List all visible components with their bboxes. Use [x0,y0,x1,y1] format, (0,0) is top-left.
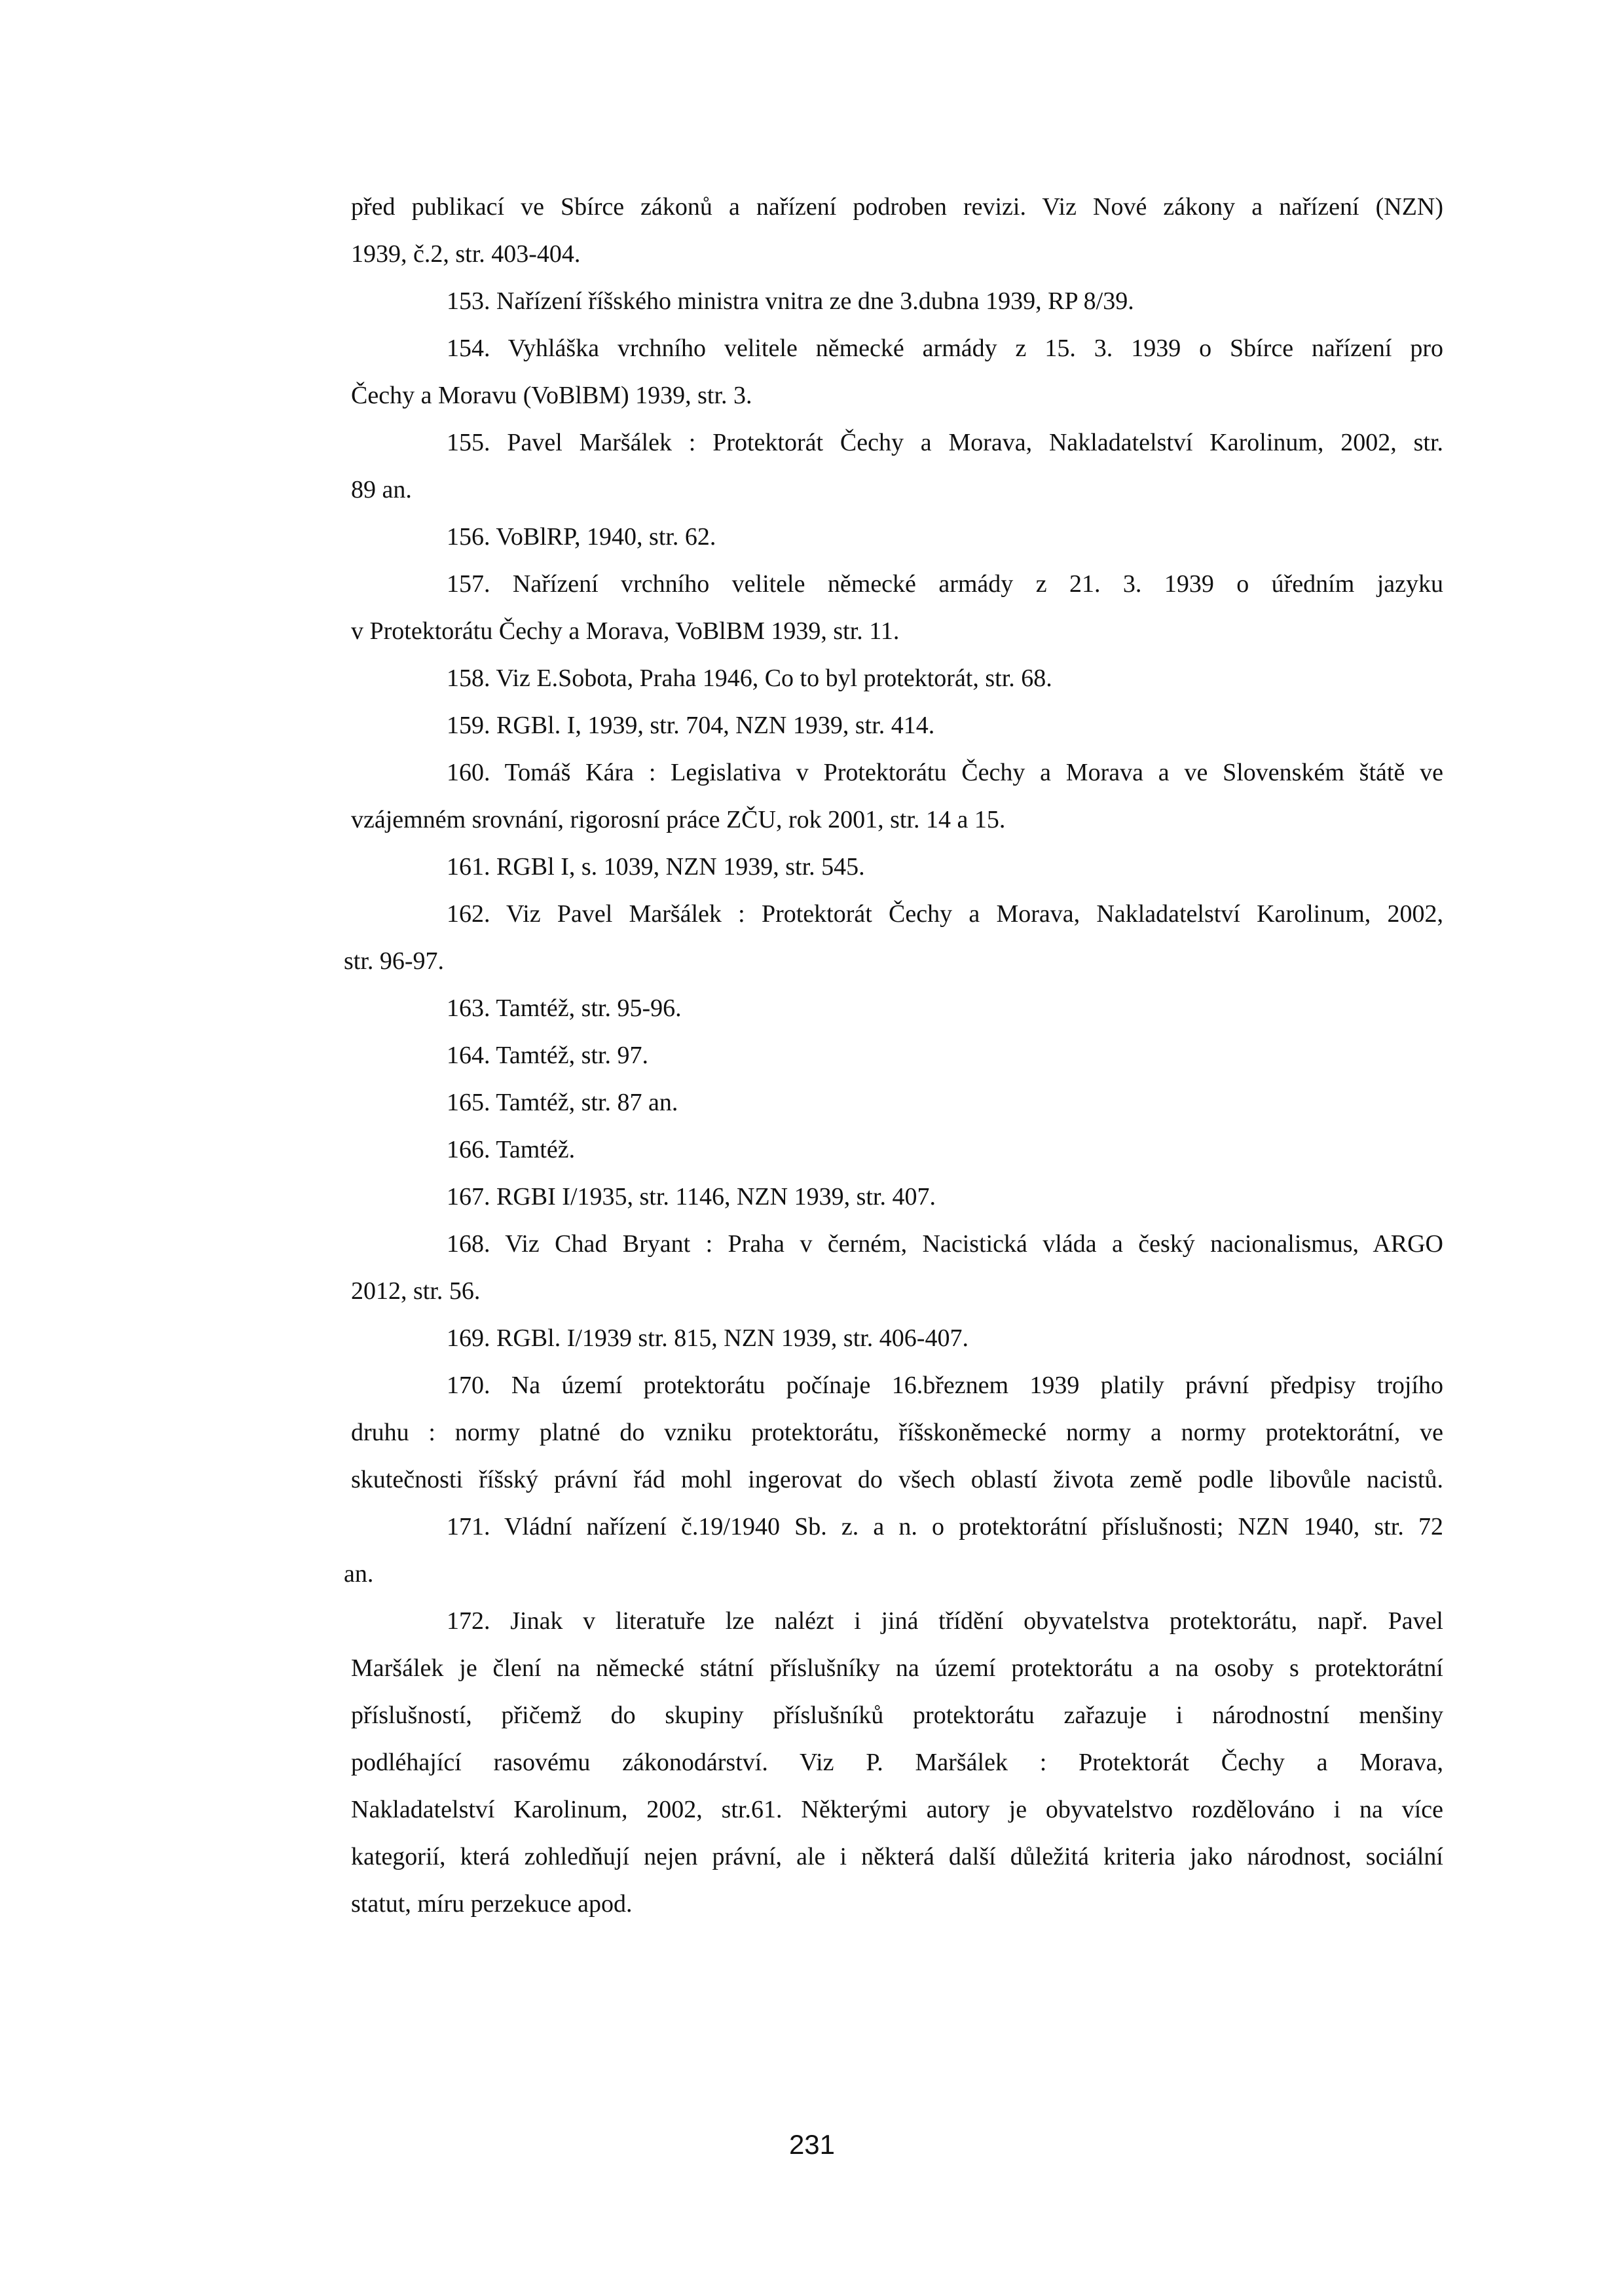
text-line: statut, míru perzekuce apod. [351,1890,633,1918]
text-line: 161. RGBl I, s. 1039, NZN 1939, str. 545. [447,853,865,881]
text-line: 157. Nařízení vrchního velitele německé armády z 21. 3. 1939 o úředním jazyku [447,570,1443,598]
text-line: 166. Tamtéž. [447,1136,576,1163]
document-page-body [344,183,1443,1927]
text-line: skutečnosti říšský právní řád mohl ingerovat do všech oblastí života země podle libovůle nacistů. [351,1466,1443,1493]
text-line: podléhající rasovému zákonodárství. Viz P. Maršálek : Protektorát Čechy a Morava, [351,1749,1443,1776]
text-line: 159. RGBl. I, 1939, str. 704, NZN 1939, str. 414. [447,712,935,739]
text-line: 172. Jinak v literatuře lze nalézt i jiná třídění obyvatelstva protektorátu, např. Pavel [447,1607,1443,1635]
text-line: 169. RGBl. I/1939 str. 815, NZN 1939, str. 406-407. [447,1324,969,1352]
text-line: druhu : normy platné do vzniku protektorátu, říšskoněmecké normy a normy protektorátní, ve [351,1419,1443,1446]
text-line: 171. Vládní nařízení č.19/1940 Sb. z. a n. o protektorátní příslušnosti; NZN 1940, str. 72 [447,1513,1443,1540]
text-line: 160. Tomáš Kára : Legislativa v Protektorátu Čechy a Morava a ve Slovenském štátě ve [447,759,1443,786]
text-line: příslušností, přičemž do skupiny příslušníků protektorátu zařazuje i národnostní menšiny [351,1702,1443,1729]
text-line: 164. Tamtéž, str. 97. [447,1042,648,1069]
text-line: 155. Pavel Maršálek : Protektorát Čechy a Morava, Nakladatelství Karolinum, 2002, str. [447,429,1443,456]
text-line: vzájemném srovnání, rigorosní práce ZČU, rok 2001, str. 14 a 15. [351,806,1006,833]
text-line: an. [344,1560,374,1588]
text-line: v Protektorátu Čechy a Morava, VoBlBM 1939, str. 11. [351,617,900,645]
text-line: 1939, č.2, str. 403-404. [351,240,581,268]
page-number: 231 [788,2129,836,2160]
text-line: Nakladatelství Karolinum, 2002, str.61. Některými autory je obyvatelstvo rozdělováno i na více [351,1796,1443,1823]
text-line: 153. Nařízení říšského ministra vnitra ze dne 3.dubna 1939, RP 8/39. [447,287,1134,315]
text-line: 154. Vyhláška vrchního velitele německé armády z 15. 3. 1939 o Sbírce nařízení pro [447,335,1443,362]
text-line: Maršálek je člení na německé státní příslušníky na území protektorátu a na osoby s protektorátní [351,1654,1443,1682]
text-line: 2012, str. 56. [351,1277,481,1305]
text-line: str. 96-97. [344,947,445,975]
text-line: 89 an. [351,476,412,503]
text-line: 156. VoBlRP, 1940, str. 62. [447,523,716,551]
text-line: Čechy a Moravu (VoBlBM) 1939, str. 3. [351,382,752,409]
text-line: 170. Na území protektorátu počínaje 16.březnem 1939 platily právní předpisy trojího [447,1372,1443,1399]
text-line: kategorií, která zohledňují nejen právní, ale i některá další důležitá kriteria jako národnost, sociální [351,1843,1443,1870]
text-line: 162. Viz Pavel Maršálek : Protektorát Čechy a Morava, Nakladatelství Karolinum, 2002, [447,900,1443,928]
text-line: před publikací ve Sbírce zákonů a nařízení podroben revizi. Viz Nové zákony a nařízení (NZN) [351,193,1443,221]
text-line: 165. Tamtéž, str. 87 an. [447,1089,678,1116]
text-line: 158. Viz E.Sobota, Praha 1946, Co to byl protektorát, str. 68. [447,665,1052,692]
text-line: 167. RGBI I/1935, str. 1146, NZN 1939, str. 407. [447,1183,936,1211]
text-line: 168. Viz Chad Bryant : Praha v černém, Nacistická vláda a český nacionalismus, ARGO [447,1230,1443,1258]
text-line: 163. Tamtéž, str. 95-96. [447,994,682,1022]
